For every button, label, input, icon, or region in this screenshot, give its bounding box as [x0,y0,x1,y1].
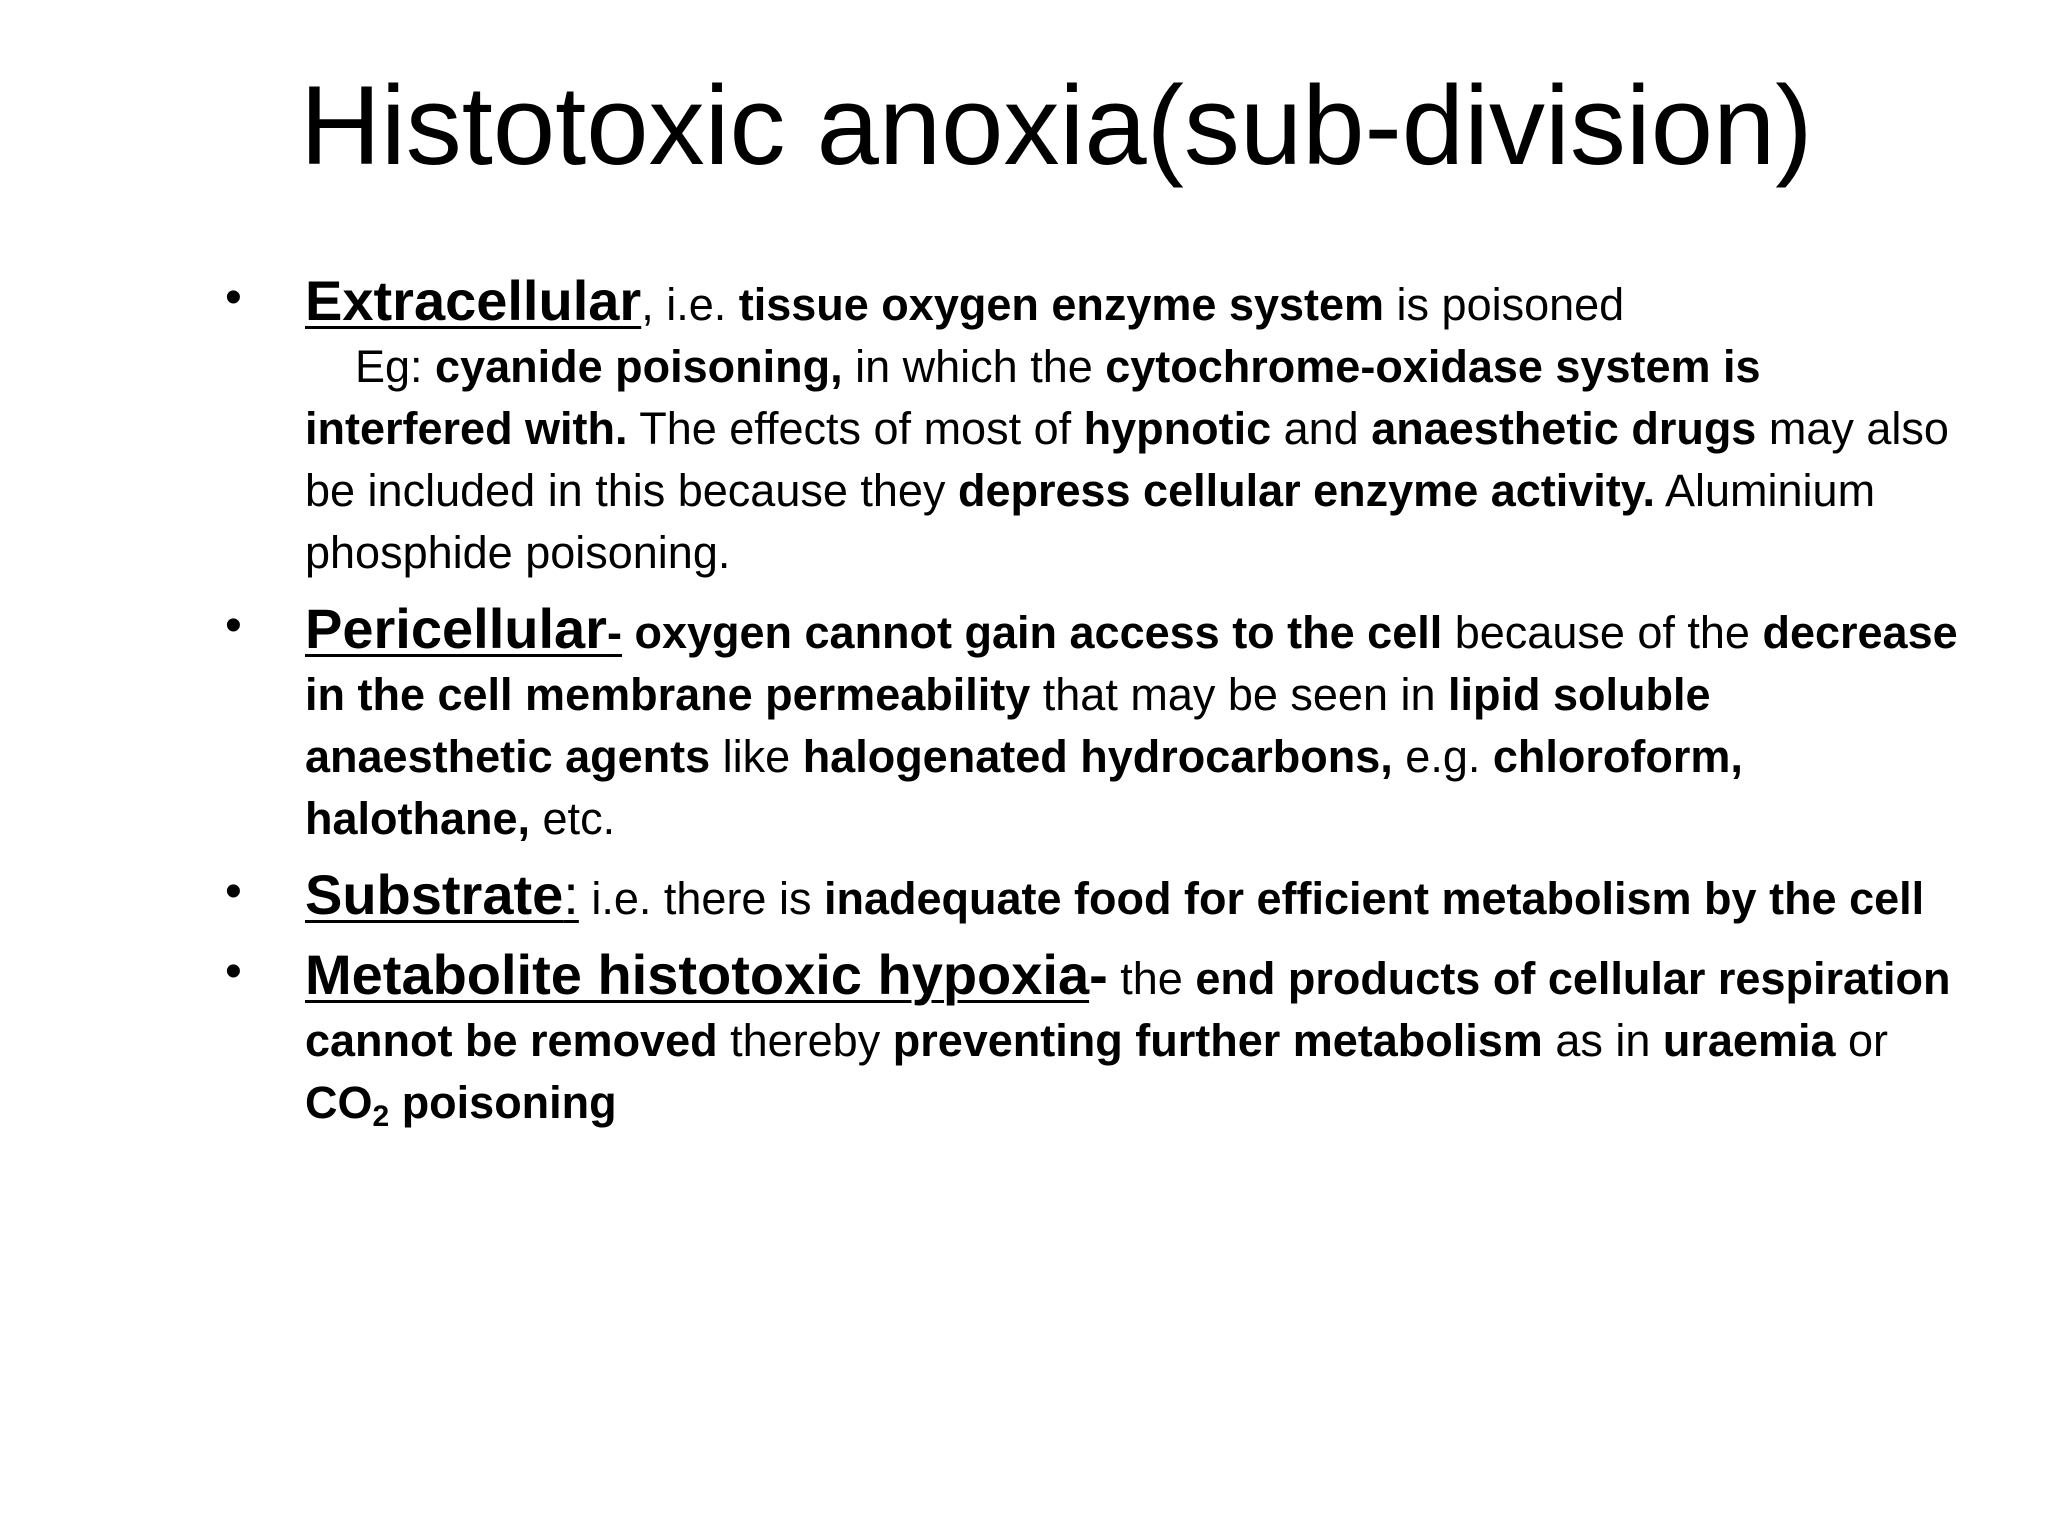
text-bold: chloroform, halothane, [305,731,1743,844]
bullet-icon: • [225,865,242,918]
text-bold: tissue oxygen enzyme system [738,279,1385,330]
bullet-item-extracellular [220,270,1960,584]
bullet-text [305,864,1960,930]
bullet-list [220,270,1960,1148]
text-segment: like [710,731,803,782]
term-metabolite: Metabolite histotoxic hypoxia [305,943,1090,1006]
text-bold: decrease in the cell membrane permeability [305,607,1958,720]
text-segment: because of the [1442,607,1763,658]
text-segment: etc. [530,793,616,844]
text-bold: anaesthetic drugs [1371,403,1757,454]
text-bold: poisoning [389,1077,617,1128]
text-colon: : [563,863,579,926]
text-dash: - [606,607,622,658]
text-bold: uraemia [1662,1015,1836,1066]
term-substrate: Substrate [305,863,564,926]
text-segment: may also be included in this because they [305,403,1949,516]
bullet-item-metabolite [220,944,1960,1134]
bullet-item-pericellular [220,598,1960,850]
text-segment: e.g. [1392,731,1493,782]
text-bold: halogenated hydrocarbons, [802,731,1393,782]
text-segment: Aluminium phosphide poisoning. [305,465,1876,578]
text-segment: in which the [842,341,1106,392]
text-segment: that may be seen in [1030,669,1449,720]
text-dash: - [1089,943,1108,1006]
text-bold: oxygen cannot gain access to the cell [621,607,1443,658]
bullet-text [305,270,1960,336]
bullet-item-substrate [220,864,1960,930]
bullet-text [305,944,1960,1134]
co2-main: CO [305,1077,373,1128]
text-bold-co2 [305,1077,390,1133]
text-bold: hypnotic [1083,403,1272,454]
slide-title: Histotoxic anoxia(sub-division) [300,63,1813,188]
text-segment: i.e. there is [578,873,824,924]
text-bold: end products of cellular respiration cannot be removed [305,953,1951,1066]
bullet-icon: • [225,271,242,324]
bullet-icon: • [225,945,242,998]
text-segment: and [1271,403,1372,454]
text-segment: , i.e. [641,279,739,330]
text-segment: The effects of most of [627,403,1084,454]
text-segment: is poisoned [1384,279,1625,330]
text-segment: Eg: [355,341,436,392]
text-bold: inadequate food for efficient metabolism by the cell [823,873,1925,924]
text-bold: lipid soluble anaesthetic agents [305,669,1711,782]
term-pericellular: Pericellular [305,597,607,660]
text-segment: as in [1542,1015,1663,1066]
text-bold: preventing further metabolism [892,1015,1543,1066]
text-bold: cyanide poisoning, [435,341,843,392]
co2-subscript: 2 [372,1100,390,1133]
bullet-text [305,598,1960,850]
text-segment: the [1107,953,1196,1004]
text-segment: or [1835,1015,1889,1066]
term-extracellular: Extracellular [305,269,642,332]
text-bold: depress cellular enzyme activity. [957,465,1655,516]
text-segment: thereby [717,1015,893,1066]
text-bold: cytochrome-oxidase system is interfered with. [305,341,1761,454]
example-paragraph [305,336,1960,584]
bullet-icon: • [225,599,242,652]
